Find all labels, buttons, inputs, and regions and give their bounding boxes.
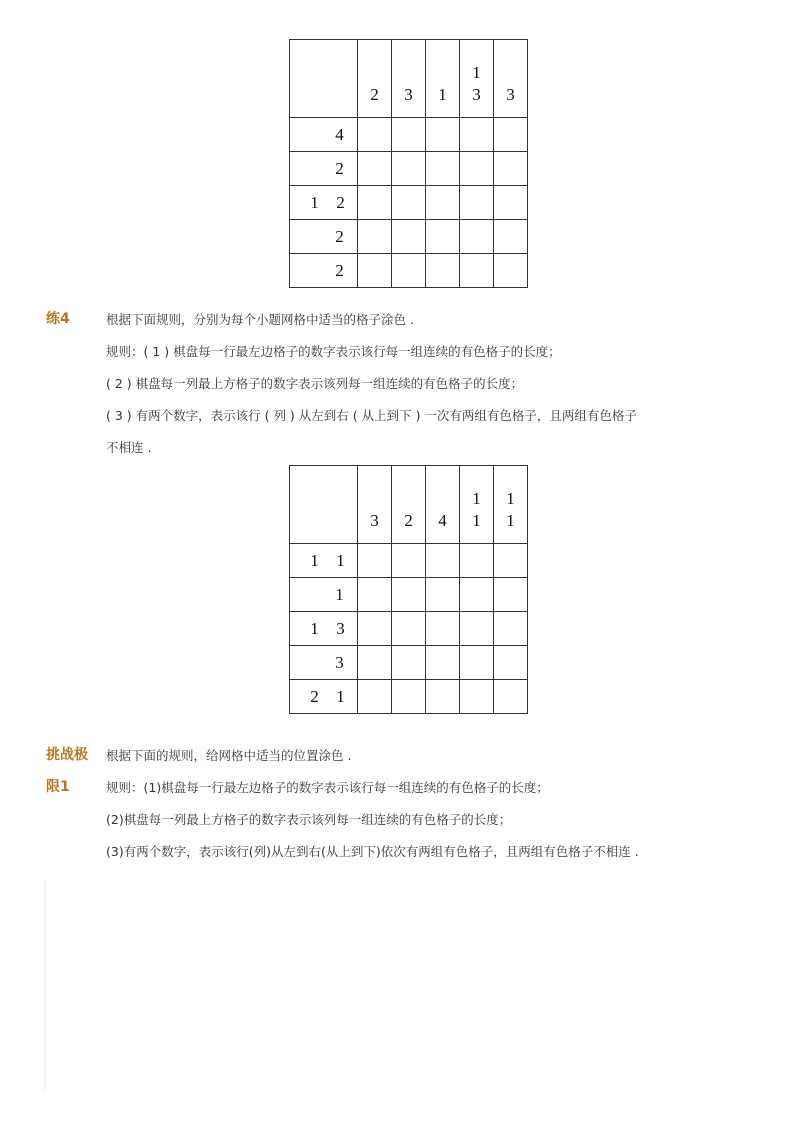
challenge-rule-2: (2)棋盘每一列最上方格子的数字表示该列每一组连续的有色格子的长度； <box>106 812 512 827</box>
grid-cell[interactable] <box>494 220 528 254</box>
grid-cell[interactable] <box>358 612 392 646</box>
column-clue <box>460 40 494 118</box>
row-clue <box>290 544 358 578</box>
grid-cell[interactable] <box>392 220 426 254</box>
grid-cell[interactable] <box>426 612 460 646</box>
grid-cell[interactable] <box>392 646 426 680</box>
grid-cell[interactable] <box>494 680 528 714</box>
challenge-rule-1: 规则：(1)棋盘每一行最左边格子的数字表示该行每一组连续的有色格子的长度； <box>106 780 549 795</box>
practice-rule-2: ( 2 ) 棋盘每一列最上方格子的数字表示该列每一组连续的有色格子的长度； <box>106 376 524 391</box>
column-clue <box>358 466 392 544</box>
clue-number: 2 <box>404 511 413 530</box>
row-clue <box>290 578 358 612</box>
row-clue <box>290 680 358 714</box>
grid-cell[interactable] <box>460 646 494 680</box>
grid-cell[interactable] <box>426 186 460 220</box>
grid-cell[interactable] <box>494 612 528 646</box>
challenge-label-line1: 挑战极 <box>46 747 88 763</box>
grid-cell[interactable] <box>460 186 494 220</box>
grid-cell[interactable] <box>460 118 494 152</box>
row-clue <box>290 220 358 254</box>
column-clue <box>426 466 460 544</box>
clue-number: 2 <box>335 158 344 178</box>
clue-number: 2 <box>336 192 345 212</box>
grid-cell[interactable] <box>392 612 426 646</box>
grid-cell[interactable] <box>426 254 460 288</box>
clue-number: 3 <box>404 85 413 104</box>
grid-cell[interactable] <box>392 578 426 612</box>
grid-cell[interactable] <box>358 152 392 186</box>
clue-number: 1 <box>310 192 319 212</box>
clue-number: 1 <box>310 618 319 638</box>
grid-cell[interactable] <box>494 186 528 220</box>
clue-number: 2 <box>335 260 344 280</box>
grid-cell[interactable] <box>460 152 494 186</box>
grid-cell[interactable] <box>426 646 460 680</box>
nonogram-grid-1 <box>289 39 528 288</box>
clue-number: 1 <box>336 550 345 570</box>
row-clue <box>290 254 358 288</box>
grid-cell[interactable] <box>358 680 392 714</box>
clue-number: 1 <box>472 63 481 82</box>
clue-number: 2 <box>310 686 319 706</box>
column-clue <box>494 466 528 544</box>
practice-rule-3: ( 3 ) 有两个数字，表示该行 ( 列 ) 从左到右 ( 从上到下 ) 一次有两组有色格子，且两组有色格子 <box>106 408 637 423</box>
grid-cell[interactable] <box>392 254 426 288</box>
practice-rule-3-cont: 不相连 . <box>106 440 152 455</box>
grid-cell[interactable] <box>426 680 460 714</box>
practice-intro: 根据下面规则，分别为每个小题网格中适当的格子涂色 . <box>106 312 414 327</box>
grid-cell[interactable] <box>358 544 392 578</box>
practice-label: 练4 <box>46 311 70 327</box>
grid-cell[interactable] <box>460 254 494 288</box>
grid-cell[interactable] <box>494 118 528 152</box>
grid-cell[interactable] <box>358 220 392 254</box>
grid-cell[interactable] <box>426 578 460 612</box>
row-clue <box>290 118 358 152</box>
clue-number: 1 <box>506 511 515 530</box>
grid-cell[interactable] <box>460 612 494 646</box>
grid-cell[interactable] <box>494 646 528 680</box>
row-clue <box>290 186 358 220</box>
grid-cell[interactable] <box>494 152 528 186</box>
clue-number: 2 <box>335 226 344 246</box>
row-clue <box>290 646 358 680</box>
clue-number: 1 <box>472 511 481 530</box>
column-clue <box>358 40 392 118</box>
grid-cell[interactable] <box>460 544 494 578</box>
challenge-rule-3: (3)有两个数字，表示该行(列)从左到右(从上到下)依次有两组有色格子，且两组有色格子不相连 . <box>106 844 639 859</box>
row-clue <box>290 152 358 186</box>
grid-cell[interactable] <box>358 578 392 612</box>
clue-number: 3 <box>506 85 515 104</box>
grid-cell[interactable] <box>358 118 392 152</box>
grid-cell[interactable] <box>358 254 392 288</box>
clue-number: 1 <box>438 85 447 104</box>
clue-number: 1 <box>335 584 344 604</box>
grid-cell[interactable] <box>460 220 494 254</box>
clue-number: 1 <box>506 489 515 508</box>
clue-number: 3 <box>335 652 344 672</box>
grid-cell[interactable] <box>392 152 426 186</box>
column-clue <box>426 40 460 118</box>
grid-cell[interactable] <box>426 118 460 152</box>
grid-cell[interactable] <box>494 578 528 612</box>
grid-cell[interactable] <box>358 186 392 220</box>
grid-cell[interactable] <box>358 646 392 680</box>
grid-cell[interactable] <box>460 578 494 612</box>
clue-number: 4 <box>438 511 447 530</box>
clue-number: 1 <box>310 550 319 570</box>
nonogram-grid-2 <box>289 465 528 714</box>
clue-number: 4 <box>335 124 344 144</box>
practice-rule-1: 规则：( 1 ) 棋盘每一行最左边格子的数字表示该行每一组连续的有色格子的长度； <box>106 344 561 359</box>
grid-cell[interactable] <box>426 544 460 578</box>
column-clue <box>494 40 528 118</box>
column-clue <box>460 466 494 544</box>
grid-cell[interactable] <box>392 544 426 578</box>
clue-number: 3 <box>370 511 379 530</box>
grid-corner <box>290 40 358 118</box>
challenge-label-line2: 限1 <box>46 779 70 795</box>
grid-cell[interactable] <box>426 152 460 186</box>
clue-number: 1 <box>336 686 345 706</box>
grid-cell[interactable] <box>494 544 528 578</box>
page-edge-shadow <box>44 880 46 1090</box>
grid-cell[interactable] <box>426 220 460 254</box>
row-clue <box>290 612 358 646</box>
grid-cell[interactable] <box>392 680 426 714</box>
clue-number: 2 <box>370 85 379 104</box>
clue-number: 1 <box>472 489 481 508</box>
clue-number: 3 <box>336 618 345 638</box>
challenge-intro: 根据下面的规则，给网格中适当的位置涂色 . <box>106 748 352 763</box>
column-clue <box>392 466 426 544</box>
grid-cell[interactable] <box>460 680 494 714</box>
grid-cell[interactable] <box>392 118 426 152</box>
clue-number: 3 <box>472 85 481 104</box>
grid-corner <box>290 466 358 544</box>
column-clue <box>392 40 426 118</box>
grid-cell[interactable] <box>392 186 426 220</box>
grid-cell[interactable] <box>494 254 528 288</box>
